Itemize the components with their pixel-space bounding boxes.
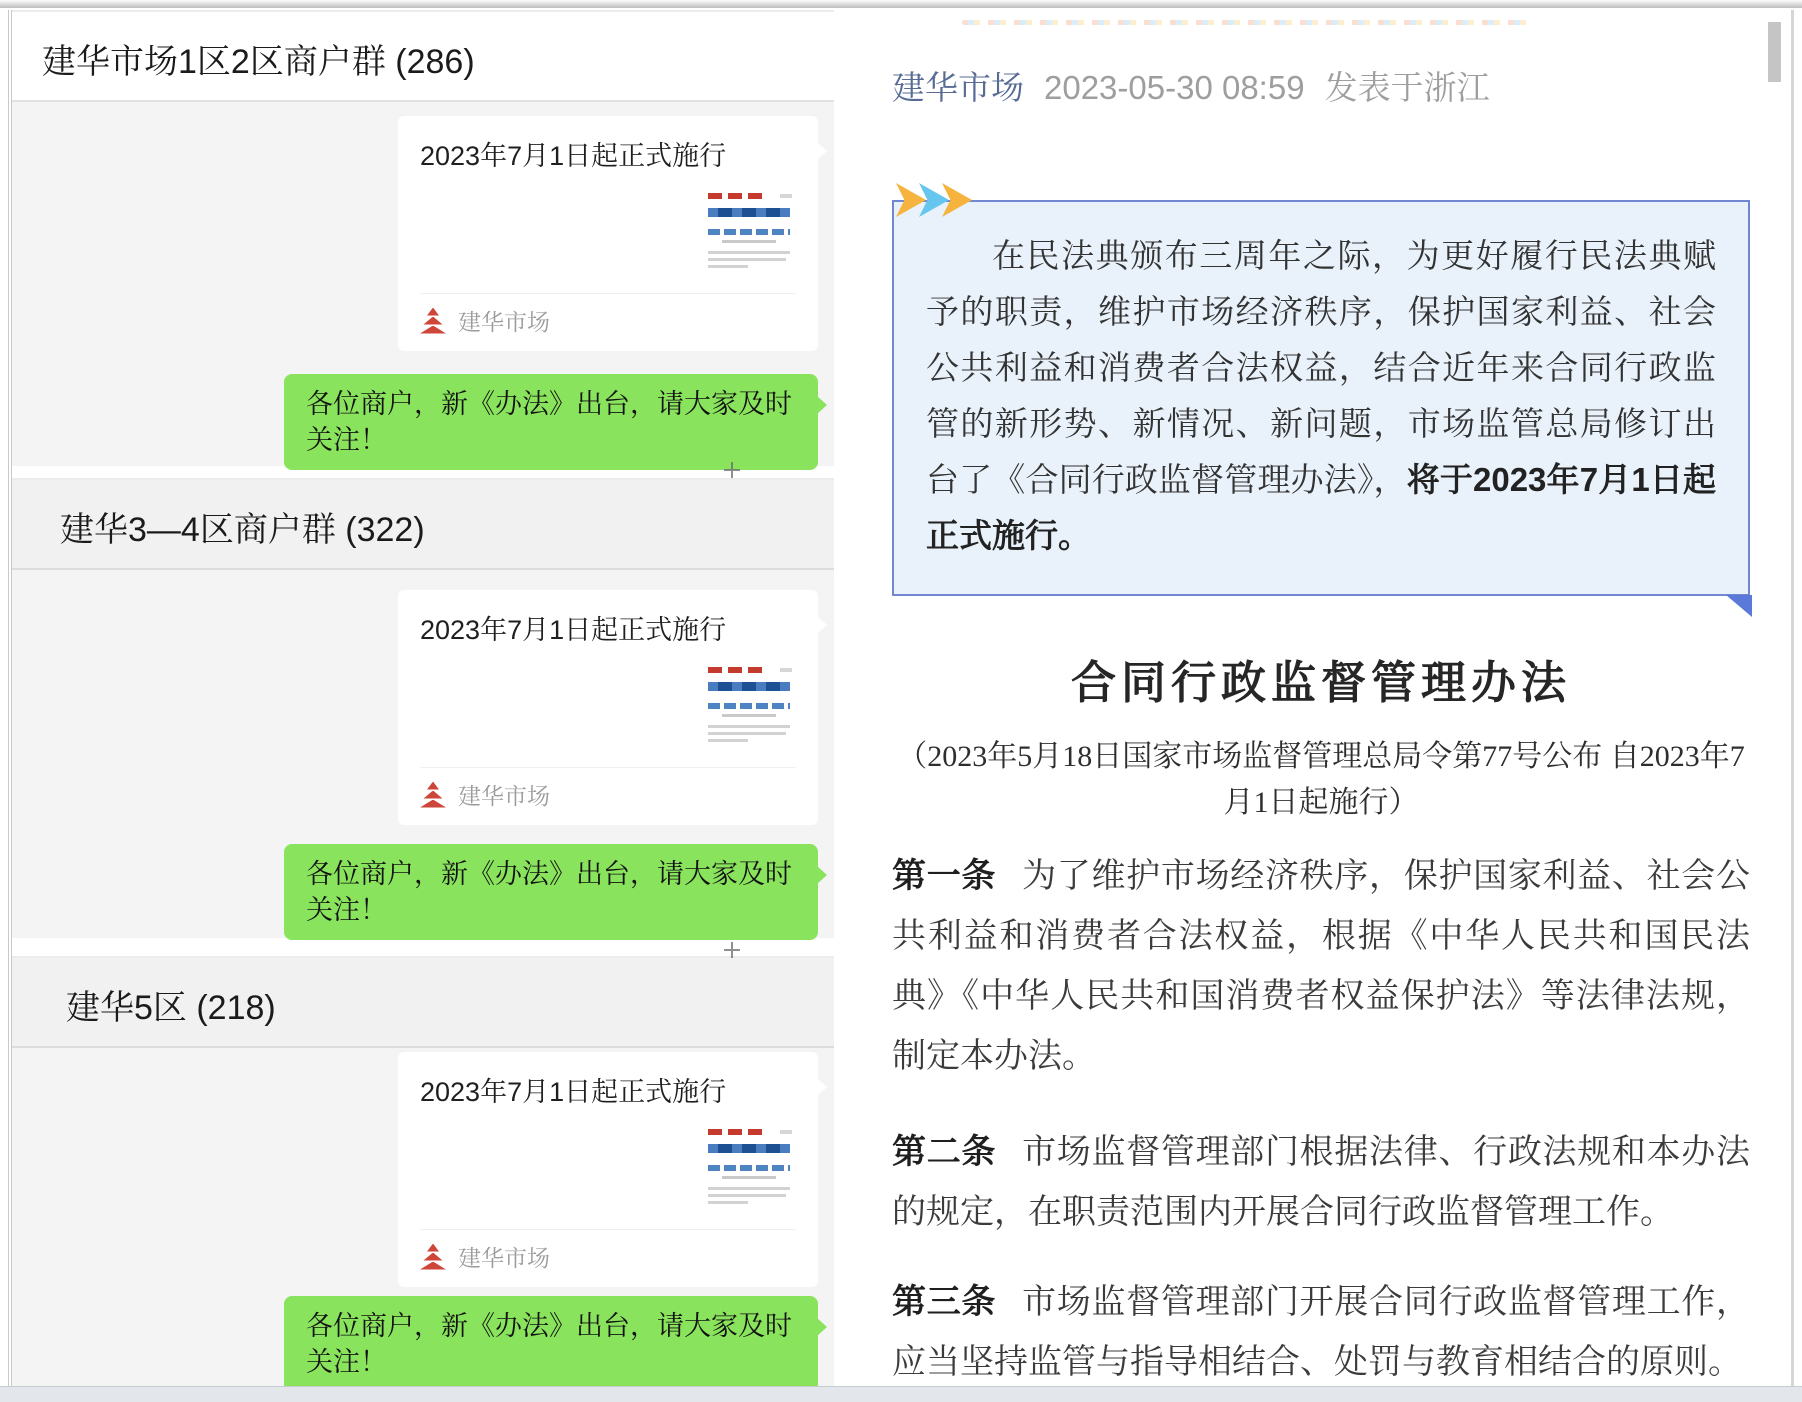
bubble-tail [817, 1318, 827, 1336]
intro-text-bold: 将于2023年7月1日起正式施行。 [926, 461, 1716, 554]
clause-1-label: 第一条 [892, 857, 997, 895]
scrollbar-thumb[interactable] [1768, 22, 1781, 82]
chat-area [12, 570, 834, 938]
chat-section-group2 [12, 478, 834, 938]
shared-article-title: 2023年7月1日起正式施行 [420, 615, 727, 645]
shared-article-body [420, 657, 796, 761]
card-source-name: 建华市场 [458, 1245, 550, 1271]
card-source-name: 建华市场 [458, 783, 550, 809]
group-title: 建华3—4区商户群 (322) [60, 511, 425, 549]
bubble-tail [817, 866, 827, 884]
chat-header [12, 478, 834, 570]
publish-datetime: 2023-05-30 08:59 [1044, 69, 1305, 106]
sent-message-bubble [284, 844, 818, 940]
card-source-row [420, 1230, 796, 1273]
clause-2 [892, 1122, 1750, 1242]
chat-header [12, 956, 834, 1048]
intro-highlight-box [892, 200, 1750, 596]
shared-article-card[interactable] [398, 1052, 818, 1287]
clause-2-text: 市场监督管理部门根据法律、行政法规和本办法的规定，在职责范围内开展合同行政监督管理工作。 [892, 1133, 1751, 1231]
clause-2-label: 第二条 [892, 1133, 997, 1171]
card-source-row [420, 768, 796, 811]
bubble-tail [817, 616, 827, 634]
subtitle-line-2: 月1日起施行） [1223, 786, 1419, 819]
clipped-content-artifact [724, 942, 740, 958]
bubble-tail [817, 396, 827, 414]
regulation-subtitle [892, 734, 1750, 826]
shared-article-body [420, 183, 796, 287]
article-thumbnail [704, 661, 794, 749]
bubble-tail [817, 142, 827, 160]
jianhua-market-logo-icon [420, 782, 446, 808]
card-source-row [420, 294, 796, 337]
article-meta-row [892, 62, 1490, 109]
bubble-tail [817, 1078, 827, 1096]
clause-3-text: 市场监督管理部门开展合同行政监督管理工作，应当坚持监管与指导相结合、处罚与教育相结合的原则。 [892, 1283, 1751, 1381]
shared-article-body [420, 1119, 796, 1223]
window-top-edge [0, 0, 1802, 8]
subtitle-line-1: （2023年5月18日国家市场监督管理总局令第77号公布 自2023年7 [897, 740, 1745, 773]
sent-message-text: 各位商户，新《办法》出台，请大家及时关注！ [306, 1311, 792, 1377]
chat-screenshots-column [8, 10, 836, 1388]
clause-1-text: 为了维护市场经济秩序，保护国家利益、社会公共利益和消费者合法权益，根据《中华人民共和国民法典》《中华人民共和国消费者权益保护法》等法律法规，制定本办法。 [892, 857, 1751, 1075]
corner-triangle-decoration [1726, 595, 1752, 617]
group-title: 建华市场1区2区商户群 (286) [42, 43, 475, 81]
clause-3 [892, 1272, 1750, 1386]
article-panel [876, 10, 1794, 1386]
chat-header [12, 10, 834, 102]
chat-area [12, 1048, 834, 1388]
clause-3-label: 第三条 [892, 1283, 997, 1321]
chat-section-group3 [12, 956, 834, 1388]
sent-message-text: 各位商户，新《办法》出台，请大家及时关注！ [306, 389, 792, 455]
account-name-link[interactable]: 建华市场 [892, 69, 1024, 106]
sent-message-bubble [284, 1296, 818, 1392]
sent-message-text: 各位商户，新《办法》出台，请大家及时关注！ [306, 859, 792, 925]
chat-section-group1 [12, 10, 834, 466]
shared-article-title: 2023年7月1日起正式施行 [420, 1077, 727, 1107]
chat-area [12, 102, 834, 466]
window-bottom-edge [0, 1386, 1802, 1402]
clipped-content-artifact [724, 462, 740, 478]
group-title: 建华5区 (218) [66, 989, 276, 1027]
article-thumbnail [704, 187, 794, 275]
intro-text-regular: 在民法典颁布三周年之际，为更好履行民法典赋予的职责，维护市场经济秩序，保护国家利益、社会公共利益和消费者合法权益，结合近年来合同行政监管的新形势、新情况、新问题，市场监管总局修订出台了《合同行政监督管理办法》， [926, 237, 1716, 498]
sent-message-bubble [284, 374, 818, 470]
jianhua-market-logo-icon [420, 1244, 446, 1270]
intro-text [892, 200, 1750, 596]
faded-divider-decoration [962, 20, 1528, 25]
jianhua-market-logo-icon [420, 308, 446, 334]
clause-1 [892, 846, 1750, 1086]
shared-article-title: 2023年7月1日起正式施行 [420, 141, 727, 171]
article-thumbnail [704, 1123, 794, 1211]
triple-arrow-icon [896, 183, 965, 217]
card-source-name: 建华市场 [458, 309, 550, 335]
publish-location: 发表于浙江 [1324, 69, 1490, 106]
shared-article-card[interactable] [398, 590, 818, 825]
regulation-title: 合同行政监督管理办法 [1070, 658, 1571, 708]
shared-article-card[interactable] [398, 116, 818, 351]
